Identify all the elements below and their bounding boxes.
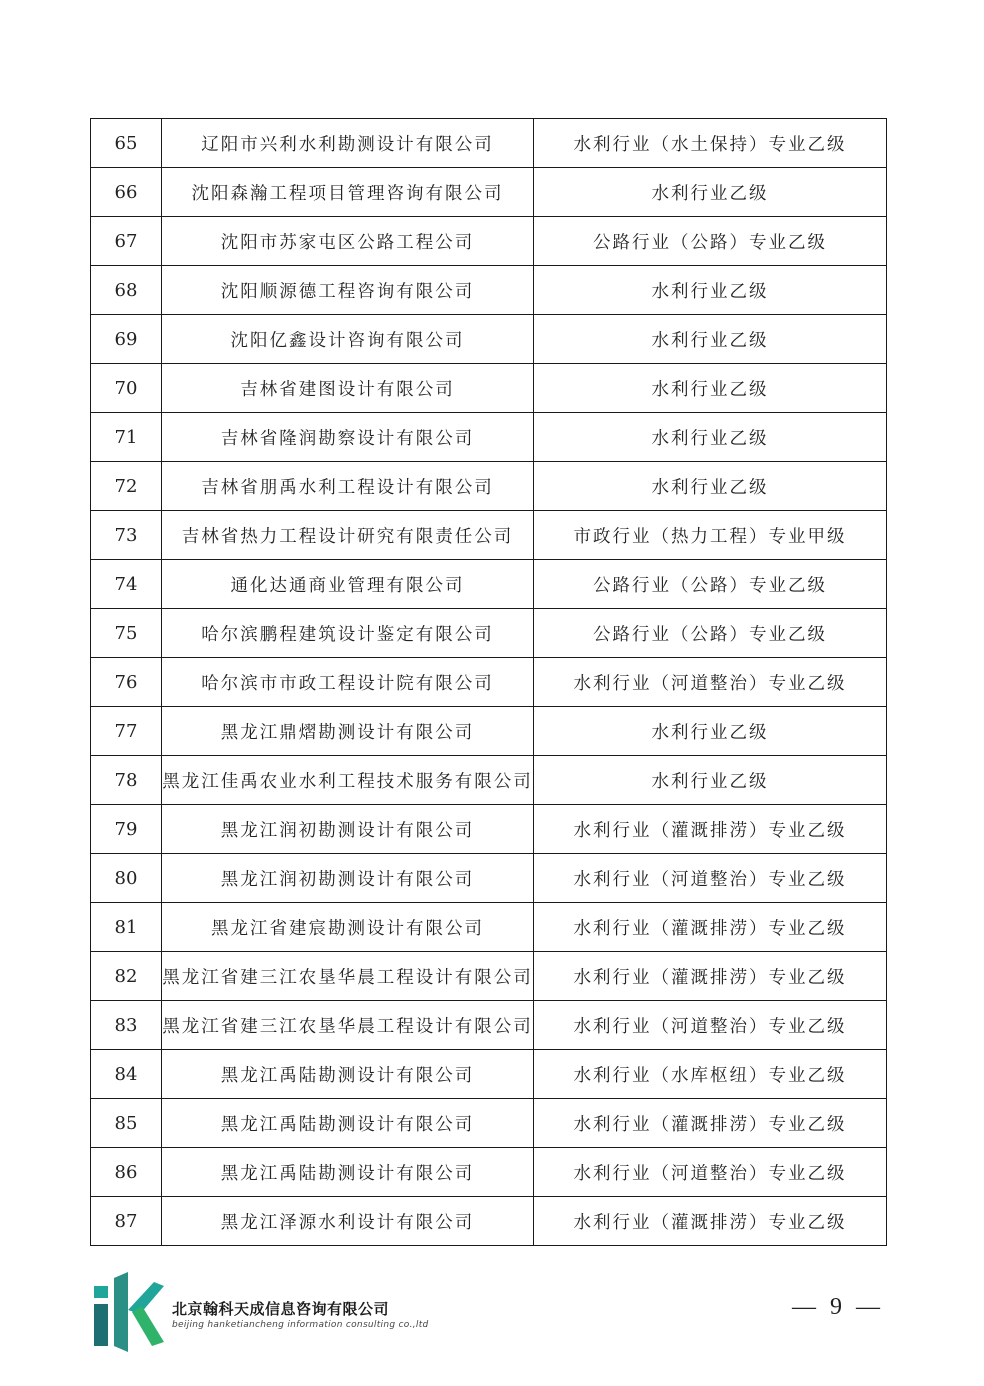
hk-logo-icon [92,1272,166,1352]
qualification-cell: 水利行业（水土保持）专业乙级 [534,119,887,168]
page-footer [92,1272,892,1362]
company-name-cell: 哈尔滨市市政工程设计院有限公司 [162,658,534,707]
company-name-cell: 吉林省热力工程设计研究有限责任公司 [162,511,534,560]
company-name-cell: 沈阳市苏家屯区公路工程公司 [162,217,534,266]
company-name-cell: 吉林省建图设计有限公司 [162,364,534,413]
company-name-cell: 哈尔滨鹏程建筑设计鉴定有限公司 [162,609,534,658]
row-number-cell: 66 [91,168,162,217]
qualification-cell: 公路行业（公路）专业乙级 [534,217,887,266]
table-row [91,315,887,364]
row-number-cell: 71 [91,413,162,462]
row-number-cell: 75 [91,609,162,658]
qualification-table-wrap [90,118,885,1246]
table-row [91,707,887,756]
qualification-cell: 公路行业（公路）专业乙级 [534,609,887,658]
table-row [91,1197,887,1246]
table-row [91,119,887,168]
qualification-cell: 水利行业乙级 [534,364,887,413]
company-name-cell: 黑龙江省建三江农垦华晨工程设计有限公司 [162,1001,534,1050]
qualification-cell: 市政行业（热力工程）专业甲级 [534,511,887,560]
table-row [91,364,887,413]
row-number-cell: 76 [91,658,162,707]
row-number-cell: 80 [91,854,162,903]
qualification-cell: 水利行业（水库枢纽）专业乙级 [534,1050,887,1099]
row-number-cell: 86 [91,1148,162,1197]
table-row [91,217,887,266]
table-row [91,413,887,462]
row-number-cell: 73 [91,511,162,560]
row-number-cell: 85 [91,1099,162,1148]
table-row [91,1001,887,1050]
company-name-cell: 黑龙江省建三江农垦华晨工程设计有限公司 [162,952,534,1001]
table-row [91,266,887,315]
row-number-cell: 65 [91,119,162,168]
table-row [91,854,887,903]
company-name-cell: 沈阳顺源德工程咨询有限公司 [162,266,534,315]
footer-company-name-cn: 北京翰科天成信息咨询有限公司 [172,1300,390,1318]
row-number-cell: 72 [91,462,162,511]
row-number-cell: 78 [91,756,162,805]
table-row [91,1099,887,1148]
row-number-cell: 77 [91,707,162,756]
company-name-cell: 黑龙江禹陆勘测设计有限公司 [162,1050,534,1099]
company-name-cell: 沈阳亿鑫设计咨询有限公司 [162,315,534,364]
company-name-cell: 黑龙江鼎熠勘测设计有限公司 [162,707,534,756]
table-row [91,756,887,805]
footer-company-name-en: beijing hanketiancheng information consulting co.,ltd [172,1320,429,1330]
qualification-cell: 水利行业（灌溉排涝）专业乙级 [534,1099,887,1148]
qualification-cell: 水利行业（灌溉排涝）专业乙级 [534,805,887,854]
row-number-cell: 82 [91,952,162,1001]
company-name-cell: 黑龙江润初勘测设计有限公司 [162,805,534,854]
company-name-cell: 吉林省朋禹水利工程设计有限公司 [162,462,534,511]
table-row [91,952,887,1001]
company-name-cell: 通化达通商业管理有限公司 [162,560,534,609]
qualification-cell: 水利行业（河道整治）专业乙级 [534,658,887,707]
qualification-cell: 水利行业乙级 [534,462,887,511]
qualification-cell: 水利行业（灌溉排涝）专业乙级 [534,903,887,952]
qualification-cell: 水利行业（河道整治）专业乙级 [534,1148,887,1197]
qualification-cell: 水利行业乙级 [534,413,887,462]
table-row [91,903,887,952]
company-name-cell: 黑龙江禹陆勘测设计有限公司 [162,1099,534,1148]
row-number-cell: 74 [91,560,162,609]
row-number-cell: 79 [91,805,162,854]
row-number-cell: 84 [91,1050,162,1099]
table-row [91,1050,887,1099]
qualification-cell: 水利行业（河道整治）专业乙级 [534,854,887,903]
qualification-cell: 水利行业（灌溉排涝）专业乙级 [534,1197,887,1246]
row-number-cell: 69 [91,315,162,364]
row-number-cell: 68 [91,266,162,315]
row-number-cell: 83 [91,1001,162,1050]
table-row [91,462,887,511]
qualification-cell: 水利行业（河道整治）专业乙级 [534,1001,887,1050]
row-number-cell: 67 [91,217,162,266]
qualification-cell: 水利行业乙级 [534,315,887,364]
table-row [91,805,887,854]
table-row [91,560,887,609]
table-row [91,168,887,217]
qualification-table [90,118,887,1246]
company-name-cell: 黑龙江省建宸勘测设计有限公司 [162,903,534,952]
qualification-cell: 水利行业（灌溉排涝）专业乙级 [534,952,887,1001]
company-name-cell: 吉林省隆润勘察设计有限公司 [162,413,534,462]
table-body [91,119,887,1246]
table-row [91,511,887,560]
page-number: — 9 — [792,1294,884,1320]
company-name-cell: 辽阳市兴利水利勘测设计有限公司 [162,119,534,168]
table-row [91,658,887,707]
row-number-cell: 70 [91,364,162,413]
row-number-cell: 87 [91,1197,162,1246]
qualification-cell: 水利行业乙级 [534,707,887,756]
company-name-cell: 黑龙江润初勘测设计有限公司 [162,854,534,903]
qualification-cell: 公路行业（公路）专业乙级 [534,560,887,609]
company-name-cell: 黑龙江禹陆勘测设计有限公司 [162,1148,534,1197]
company-name-cell: 黑龙江佳禹农业水利工程技术服务有限公司 [162,756,534,805]
company-name-cell: 黑龙江泽源水利设计有限公司 [162,1197,534,1246]
qualification-cell: 水利行业乙级 [534,168,887,217]
row-number-cell: 81 [91,903,162,952]
table-row [91,609,887,658]
company-name-cell: 沈阳森瀚工程项目管理咨询有限公司 [162,168,534,217]
qualification-cell: 水利行业乙级 [534,756,887,805]
qualification-cell: 水利行业乙级 [534,266,887,315]
table-row [91,1148,887,1197]
